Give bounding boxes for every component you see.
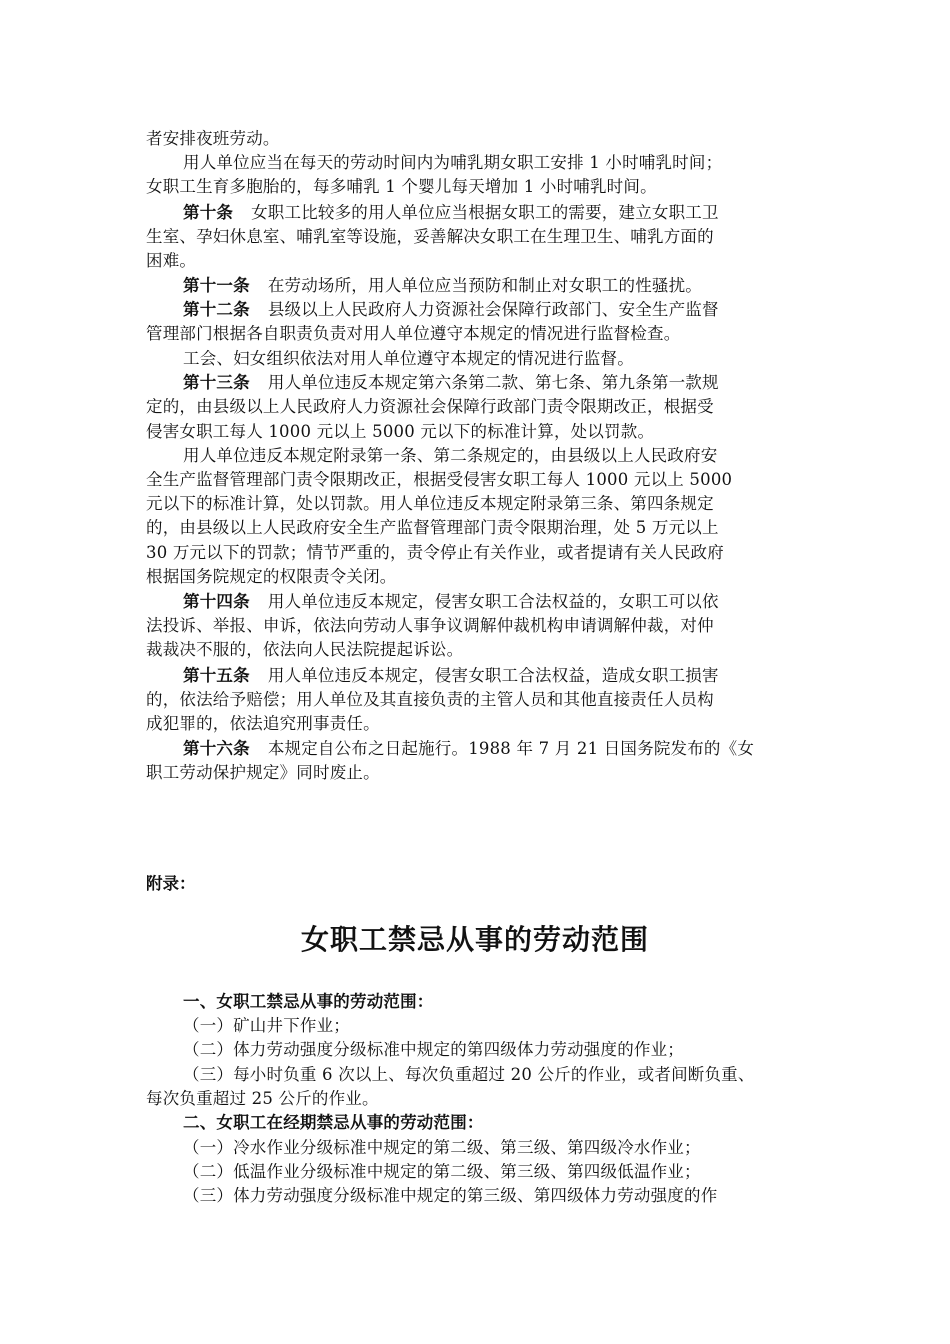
line-text: 的，依法给予赔偿；用人单位及其直接负责的主管人员和其他直接责任人员构 (146, 690, 714, 709)
body-text-line (146, 468, 826, 492)
line-text: 困难。 (146, 251, 197, 270)
line-text: 女职工比较多的用人单位应当根据女职工的需要，建立女职工卫 (251, 203, 719, 222)
appendix-item-line: （二）低温作业分级标准中规定的第二级、第三级、第四级低温作业； (183, 1162, 701, 1181)
appendix-title: 女职工禁忌从事的劳动范围 (300, 923, 649, 956)
appendix-section-heading: 二、女职工在经期禁忌从事的劳动范围： (183, 1113, 484, 1132)
article-line (183, 737, 863, 761)
article-line (183, 274, 863, 298)
body-text-line (183, 151, 863, 175)
article-line (183, 590, 863, 614)
line-text: 用人单位违反本规定附录第一条、第二条规定的，由县级以上人民政府安 (183, 446, 718, 465)
body-text-line (146, 175, 826, 199)
article-line (183, 664, 863, 688)
body-text-line (146, 395, 826, 419)
body-text-line (146, 712, 826, 736)
line-text: 的，由县级以上人民政府安全生产监督管理部门责令限期治理，处 5 万元以上 (146, 518, 719, 537)
line-text: 用人单位违反本规定，侵害女职工合法权益的，女职工可以依 (267, 592, 719, 611)
article-line (183, 371, 863, 395)
line-text: 女职工生育多胞胎的，每多哺乳 1 个婴儿每天增加 1 小时哺乳时间。 (146, 177, 657, 196)
appendix-item-line: （三）体力劳动强度分级标准中规定的第三级、第四级体力劳动强度的作 (183, 1186, 718, 1205)
line-text: 生室、孕妇休息室、哺乳室等设施，妥善解决女职工在生理卫生、哺乳方面的 (146, 227, 714, 246)
body-text-line (146, 688, 826, 712)
body-text-line (146, 225, 826, 249)
appendix-item-line: （一）矿山井下作业； (183, 1016, 350, 1035)
body-text-line (146, 761, 826, 785)
article-line (183, 201, 863, 225)
article-line (183, 298, 863, 322)
appendix-item-line: （三）每小时负重 6 次以上、每次负重超过 20 公斤的作业，或者间断负重、 (183, 1065, 755, 1084)
appendix-item-line: （二）体力劳动强度分级标准中规定的第四级体力劳动强度的作业； (183, 1040, 684, 1059)
line-text: 裁裁决不服的，依法向人民法院提起诉讼。 (146, 640, 464, 659)
body-text-line (146, 420, 826, 444)
body-text-line (146, 541, 826, 565)
article-number: 第十条 (183, 203, 234, 222)
line-text: 县级以上人民政府人力资源社会保障行政部门、安全生产监督 (267, 300, 719, 319)
line-text: 用人单位违反本规定第六条第二款、第七条、第九条第一款规 (267, 373, 719, 392)
line-text: 在劳动场所，用人单位应当预防和制止对女职工的性骚扰。 (267, 276, 703, 295)
body-text-line (146, 322, 826, 346)
line-text: 根据国务院规定的权限责令关闭。 (146, 567, 397, 586)
article-number: 第十一条 (183, 276, 250, 295)
line-text: 定的，由县级以上人民政府人力资源社会保障行政部门责令限期改正，根据受 (146, 397, 714, 416)
article-number: 第十五条 (183, 666, 250, 685)
article-number: 第十三条 (183, 373, 250, 392)
appendix-label: 附录： (146, 874, 196, 893)
body-text-line (183, 444, 863, 468)
appendix-section-heading: 一、女职工禁忌从事的劳动范围： (183, 992, 434, 1011)
line-text: 元以下的标准计算，处以罚款。用人单位违反本规定附录第三条、第四条规定 (146, 494, 714, 513)
article-number: 第十四条 (183, 592, 250, 611)
line-text: 法投诉、举报、申诉，依法向劳动人事争议调解仲裁机构申请调解仲裁，对仲 (146, 616, 714, 635)
line-text: 30 万元以下的罚款；情节严重的，责令停止有关作业，或者提请有关人民政府 (146, 543, 724, 562)
line-text: 成犯罪的，依法追究刑事责任。 (146, 714, 380, 733)
line-text: 管理部门根据各自职责负责对用人单位遵守本规定的情况进行监督检查。 (146, 324, 681, 343)
body-text-line (146, 492, 826, 516)
body-text-line (146, 127, 826, 151)
line-text: 用人单位违反本规定，侵害女职工合法权益，造成女职工损害 (267, 666, 719, 685)
body-text-line (146, 516, 826, 540)
appendix-item-line: 每次负重超过 25 公斤的作业。 (146, 1089, 379, 1108)
line-text: 侵害女职工每人 1000 元以上 5000 元以下的标准计算，处以罚款。 (146, 422, 655, 441)
line-text: 工会、妇女组织依法对用人单位遵守本规定的情况进行监督。 (183, 349, 634, 368)
appendix-item-line: （一）冷水作业分级标准中规定的第二级、第三级、第四级冷水作业； (183, 1138, 701, 1157)
body-text-line (146, 614, 826, 638)
line-text: 本规定自公布之日起施行。1988 年 7 月 21 日国务院发布的《女 (267, 739, 755, 758)
article-number: 第十六条 (183, 739, 250, 758)
line-text: 全生产监督管理部门责令限期改正，根据受侵害女职工每人 1000 元以上 5000 (146, 470, 733, 489)
body-text-line (146, 565, 826, 589)
body-text-line (183, 347, 863, 371)
body-text-line (146, 638, 826, 662)
line-text: 用人单位应当在每天的劳动时间内为哺乳期女职工安排 1 小时哺乳时间； (183, 153, 723, 172)
line-text: 者安排夜班劳动。 (146, 129, 280, 148)
article-number: 第十二条 (183, 300, 250, 319)
body-text-line (146, 249, 826, 273)
line-text: 职工劳动保护规定》同时废止。 (146, 763, 380, 782)
